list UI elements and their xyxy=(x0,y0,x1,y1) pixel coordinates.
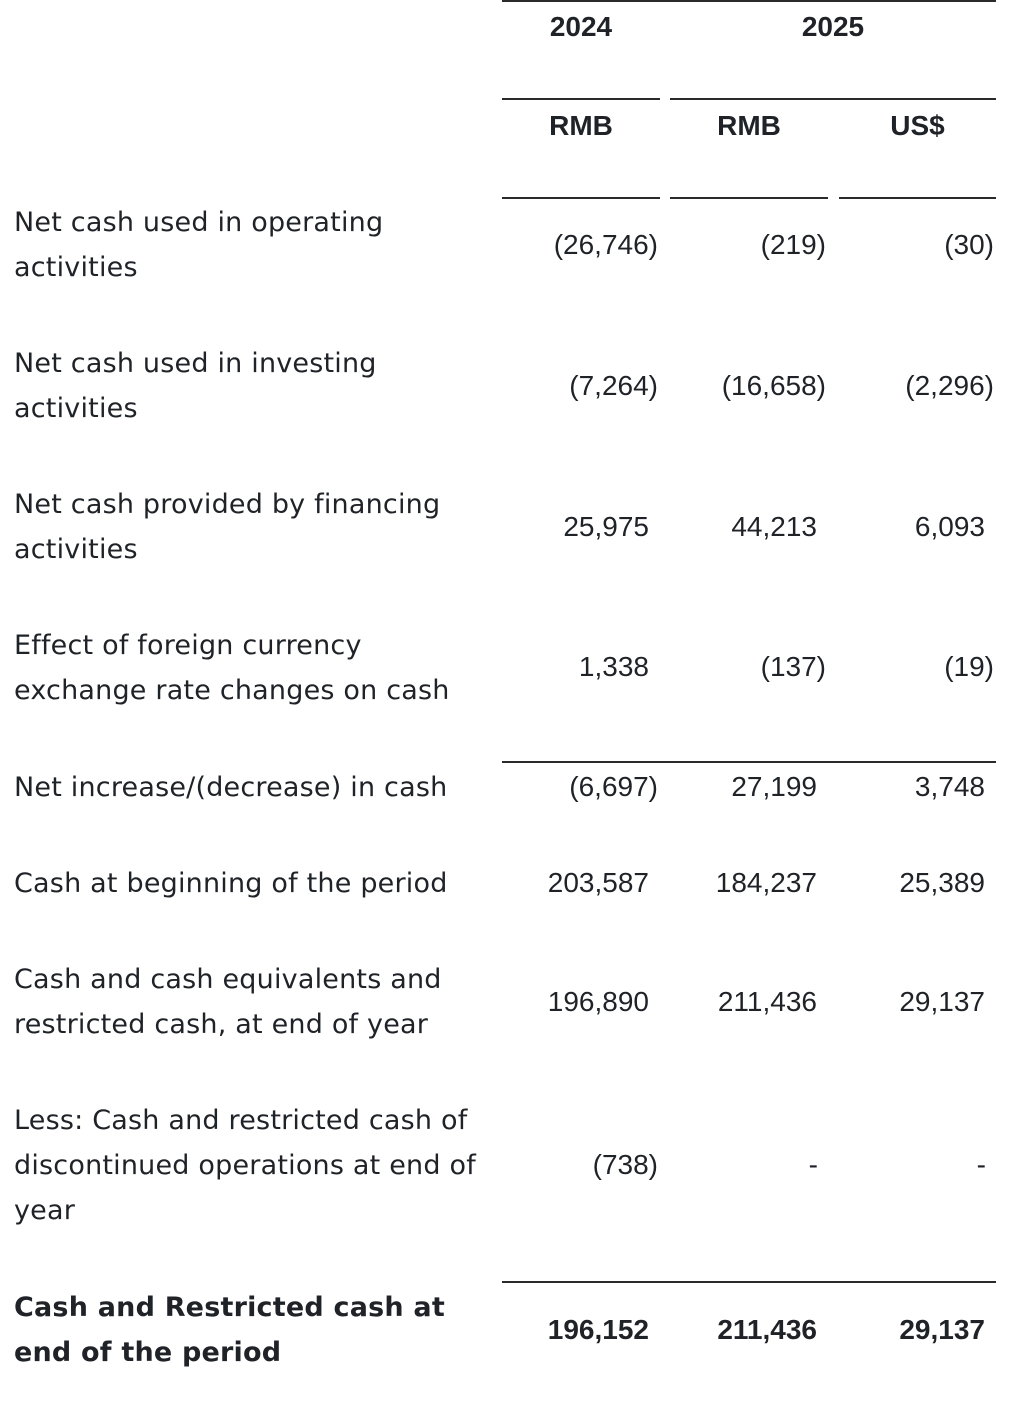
header-top-rule xyxy=(502,0,996,2)
row-value-investing-2025-usd: (2,296) xyxy=(905,370,994,401)
row-value-operating-2024-rmb: (26,746) xyxy=(553,229,658,260)
row-label-cash-beginning: Cash at beginning of the period xyxy=(14,868,448,899)
row-value-net-change-2024-rmb: (6,697) xyxy=(569,771,658,802)
row-value-operating-2025-rmb: (219) xyxy=(760,229,826,260)
row-label-net-change: Net increase/(decrease) in cash xyxy=(14,772,448,803)
row-value-investing-2024-rmb: (7,264) xyxy=(569,370,658,401)
row-value-total-2025-rmb: 211,436 xyxy=(717,1314,817,1345)
year-header-2025: 2025 xyxy=(801,11,865,42)
row-value-cash-end-year-2024-rmb: 196,890 xyxy=(547,986,649,1017)
row-value-cash-end-year-2025-rmb: 211,436 xyxy=(717,986,817,1017)
row-value-net-change-2025-usd: 3,748 xyxy=(914,771,985,802)
currency-header-2: RMB xyxy=(717,110,781,141)
row-value-cash-beginning-2025-rmb: 184,237 xyxy=(715,867,817,898)
row-value-fx-effect-2025-rmb: (137) xyxy=(760,651,826,682)
row-value-total-2024-rmb: 196,152 xyxy=(547,1314,649,1345)
row-label-cash-end-year: Cash and cash equivalents and restricted cash, at end of year xyxy=(14,964,442,1040)
header-rule-2025 xyxy=(670,98,996,100)
total-rule xyxy=(502,1281,996,1283)
currency-header-1: RMB xyxy=(549,110,613,141)
row-value-fx-effect-2025-usd: (19) xyxy=(944,651,994,682)
row-value-cash-beginning-2024-rmb: 203,587 xyxy=(547,867,649,898)
row-label-total: Cash and Restricted cash at end of the period xyxy=(14,1292,445,1368)
row-value-financing-2024-rmb: 25,975 xyxy=(563,511,649,542)
row-value-investing-2025-rmb: (16,658) xyxy=(721,370,826,401)
row-value-cash-end-year-2025-usd: 29,137 xyxy=(899,986,985,1017)
row-label-investing: Net cash used in investing activities xyxy=(14,348,377,424)
row-value-cash-beginning-2025-usd: 25,389 xyxy=(899,867,985,898)
row-label-fx-effect: Effect of foreign currency exchange rate changes on cash xyxy=(14,630,450,706)
row-value-operating-2025-usd: (30) xyxy=(944,229,994,260)
row-value-discontinued-2024-rmb: (738) xyxy=(592,1149,658,1180)
row-label-financing: Net cash provided by financing activities xyxy=(14,489,441,565)
year-header-2024: 2024 xyxy=(549,11,613,42)
row-value-total-2025-usd: 29,137 xyxy=(899,1314,985,1345)
currency-header-3: US$ xyxy=(890,110,945,141)
currency-rule-2 xyxy=(670,197,828,199)
row-value-financing-2025-usd: 6,093 xyxy=(914,511,985,542)
row-value-net-change-2025-rmb: 27,199 xyxy=(731,771,817,802)
currency-rule-1 xyxy=(502,197,660,199)
row-label-operating: Net cash used in operating activities xyxy=(14,207,384,283)
row-value-fx-effect-2024-rmb: 1,338 xyxy=(578,651,649,682)
row-value-financing-2025-rmb: 44,213 xyxy=(731,511,817,542)
row-value-discontinued-2025-rmb: - xyxy=(808,1149,818,1180)
row-value-discontinued-2025-usd: - xyxy=(976,1149,986,1180)
row-label-discontinued: Less: Cash and restricted cash of discontinued operations at end of year xyxy=(14,1105,476,1226)
currency-rule-3 xyxy=(839,197,996,199)
subtotal-rule xyxy=(502,761,996,763)
header-rule-2024 xyxy=(502,98,660,100)
